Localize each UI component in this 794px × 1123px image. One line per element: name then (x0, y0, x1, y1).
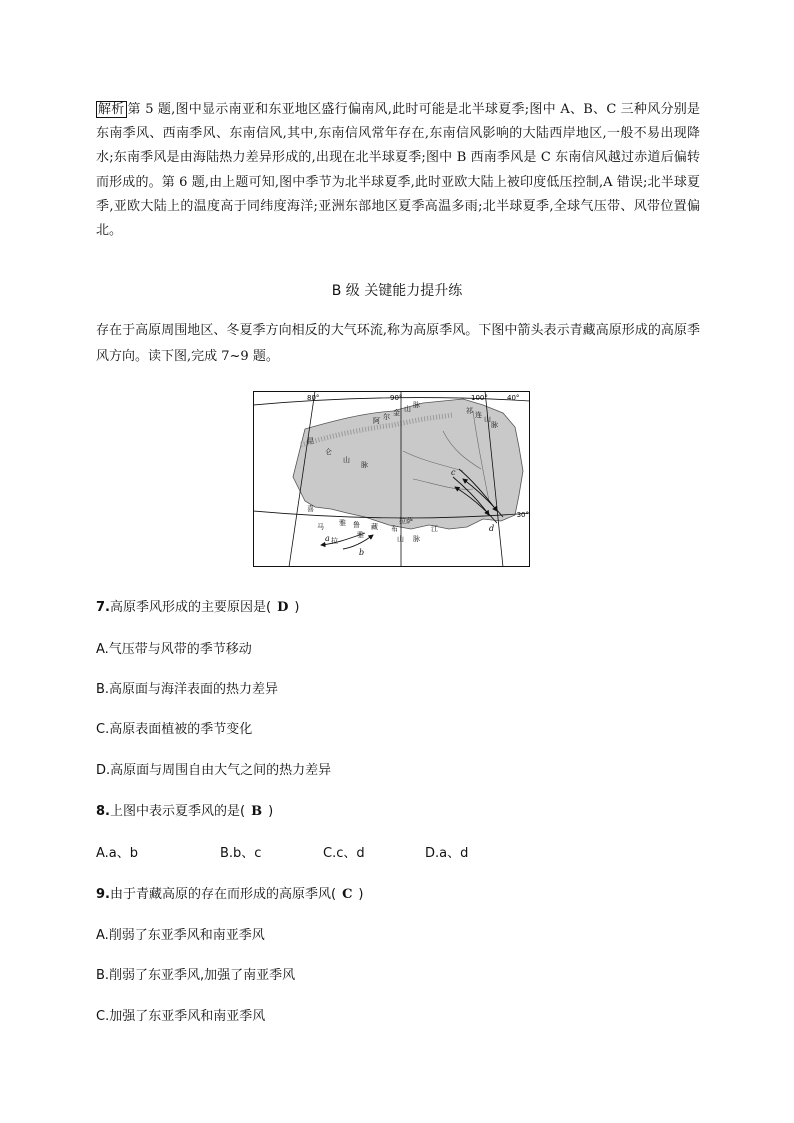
q7-option-d: D.高原面与周围自由大气之间的热力差异 (96, 763, 332, 778)
question-9-close: ) (358, 887, 364, 902)
himalaya-label-4: 雅 (357, 531, 364, 539)
himalaya-label-5: 山 (397, 535, 404, 543)
question-8-text: 上图中表示夏季风的是( (109, 804, 246, 819)
arrow-label-c: c (451, 468, 456, 477)
analysis-text: 第 5 题,图中显示南亚和东亚地区盛行偏南风,此时可能是北半球夏季;图中 A、B、C 三种风分别是东南季风、西南季风、东南信风,其中,东南信风常年存在,东南信风影响的大陆西岸地区,一般不易出现降水;东南季风是由海陆热力差异形成的,出现在北半球夏季;图中 B 西南季风是 C 东南信风越过赤道后偏转而形成的。第 6 题,由上题可知,图中季节为北半球夏季,此时亚欧大陆上被印度低压控制,A 错误;北半球夏季,亚欧大陆上的温度高于同纬度海洋;亚洲东部地区夏季高温多雨;北半球夏季,全球气压带、风带位置偏北。 (96, 102, 700, 239)
question-9-text: 由于青藏高原的存在而形成的高原季风( (109, 887, 337, 902)
altun-label-2: 尔 (383, 413, 390, 421)
question-8-close: ) (268, 804, 274, 819)
question-9-answer: C (342, 887, 353, 902)
kunlun-label-2: 仑 (325, 448, 332, 456)
altun-label-3: 金 (393, 409, 400, 417)
lat-label-40: 40° (507, 394, 520, 402)
qilian-label-2: 连 (475, 411, 482, 419)
section-title: B 级 关键能力提升练 (331, 283, 463, 299)
analysis-paragraph (96, 98, 700, 243)
q9-option-c: C.加强了东亚季风和南亚季风 (96, 1009, 266, 1024)
q8-option-b: B.b、c (220, 846, 262, 861)
kunlun-label-3: 山 (343, 456, 350, 464)
q7-option-c: C.高原表面植被的季节变化 (96, 722, 253, 737)
q8-option-a: A.a、b (96, 846, 139, 861)
question-9-number: 9. (96, 887, 110, 902)
yarlung-label-5: 江 (431, 525, 438, 533)
yarlung-label-1: 雅 (339, 519, 346, 527)
yarlung-label-2: 鲁 (353, 521, 360, 529)
qilian-label-1: 祁 (466, 407, 473, 415)
analysis-tag: 解析 (98, 102, 125, 117)
q9-option-b: B.削弱了东亚季风,加强了南亚季风 (96, 968, 296, 983)
arrow-label-a: a (325, 534, 330, 543)
qilian-label-3: 山 (484, 415, 491, 423)
q8-option-c: C.c、d (323, 846, 365, 861)
intro-paragraph: 存在于高原周围地区、冬夏季方向相反的大气环流,称为高原季风。下图中箭头表示青藏高原形成的高原季风方向。读下图,完成 7~9 题。 (96, 323, 700, 364)
lon-label-80: 80° (307, 394, 320, 402)
q7-option-a: A.气压带与风带的季节移动 (96, 642, 252, 657)
lhasa-label: 拉萨 (399, 517, 413, 525)
question-8-number: 8. (96, 804, 110, 819)
question-7 (96, 596, 299, 615)
q9-option-a: A.削弱了东亚季风和南亚季风 (96, 928, 265, 943)
himalaya-label-2: 马 (317, 523, 324, 531)
question-9 (96, 883, 364, 902)
question-8 (96, 800, 273, 819)
question-7-text: 高原季风形成的主要原因是( (109, 600, 272, 615)
yarlung-label-4: 布 (391, 525, 398, 533)
kunlun-label-4: 脉 (361, 461, 368, 469)
question-7-answer: D (277, 600, 289, 615)
himalaya-label-1: 喜 (307, 505, 314, 513)
question-8-answer: B (251, 804, 263, 819)
himalaya-label-6: 脉 (413, 535, 420, 543)
altun-label-4: 山 (404, 405, 411, 413)
arrow-label-b: b (359, 548, 365, 557)
plateau-monsoon-map (253, 391, 530, 567)
q8-option-d: D.a、d (425, 846, 469, 861)
lat-label-30: 30° (516, 511, 529, 519)
lon-label-100: 100° (471, 394, 488, 402)
yarlung-label-3: 藏 (371, 523, 378, 531)
altun-label-5: 脉 (413, 401, 420, 409)
question-7-close: ) (294, 600, 300, 615)
qilian-label-4: 脉 (491, 421, 498, 429)
q7-option-b: B.高原面与海洋表面的热力差异 (96, 682, 279, 697)
lon-label-90: 90° (390, 394, 403, 402)
question-7-number: 7. (96, 600, 110, 615)
altun-label-1: 阿 (373, 417, 380, 425)
himalaya-label-3: 拉 (331, 537, 338, 545)
arrow-label-d: d (489, 524, 495, 533)
kunlun-label-1: 昆 (307, 437, 314, 445)
